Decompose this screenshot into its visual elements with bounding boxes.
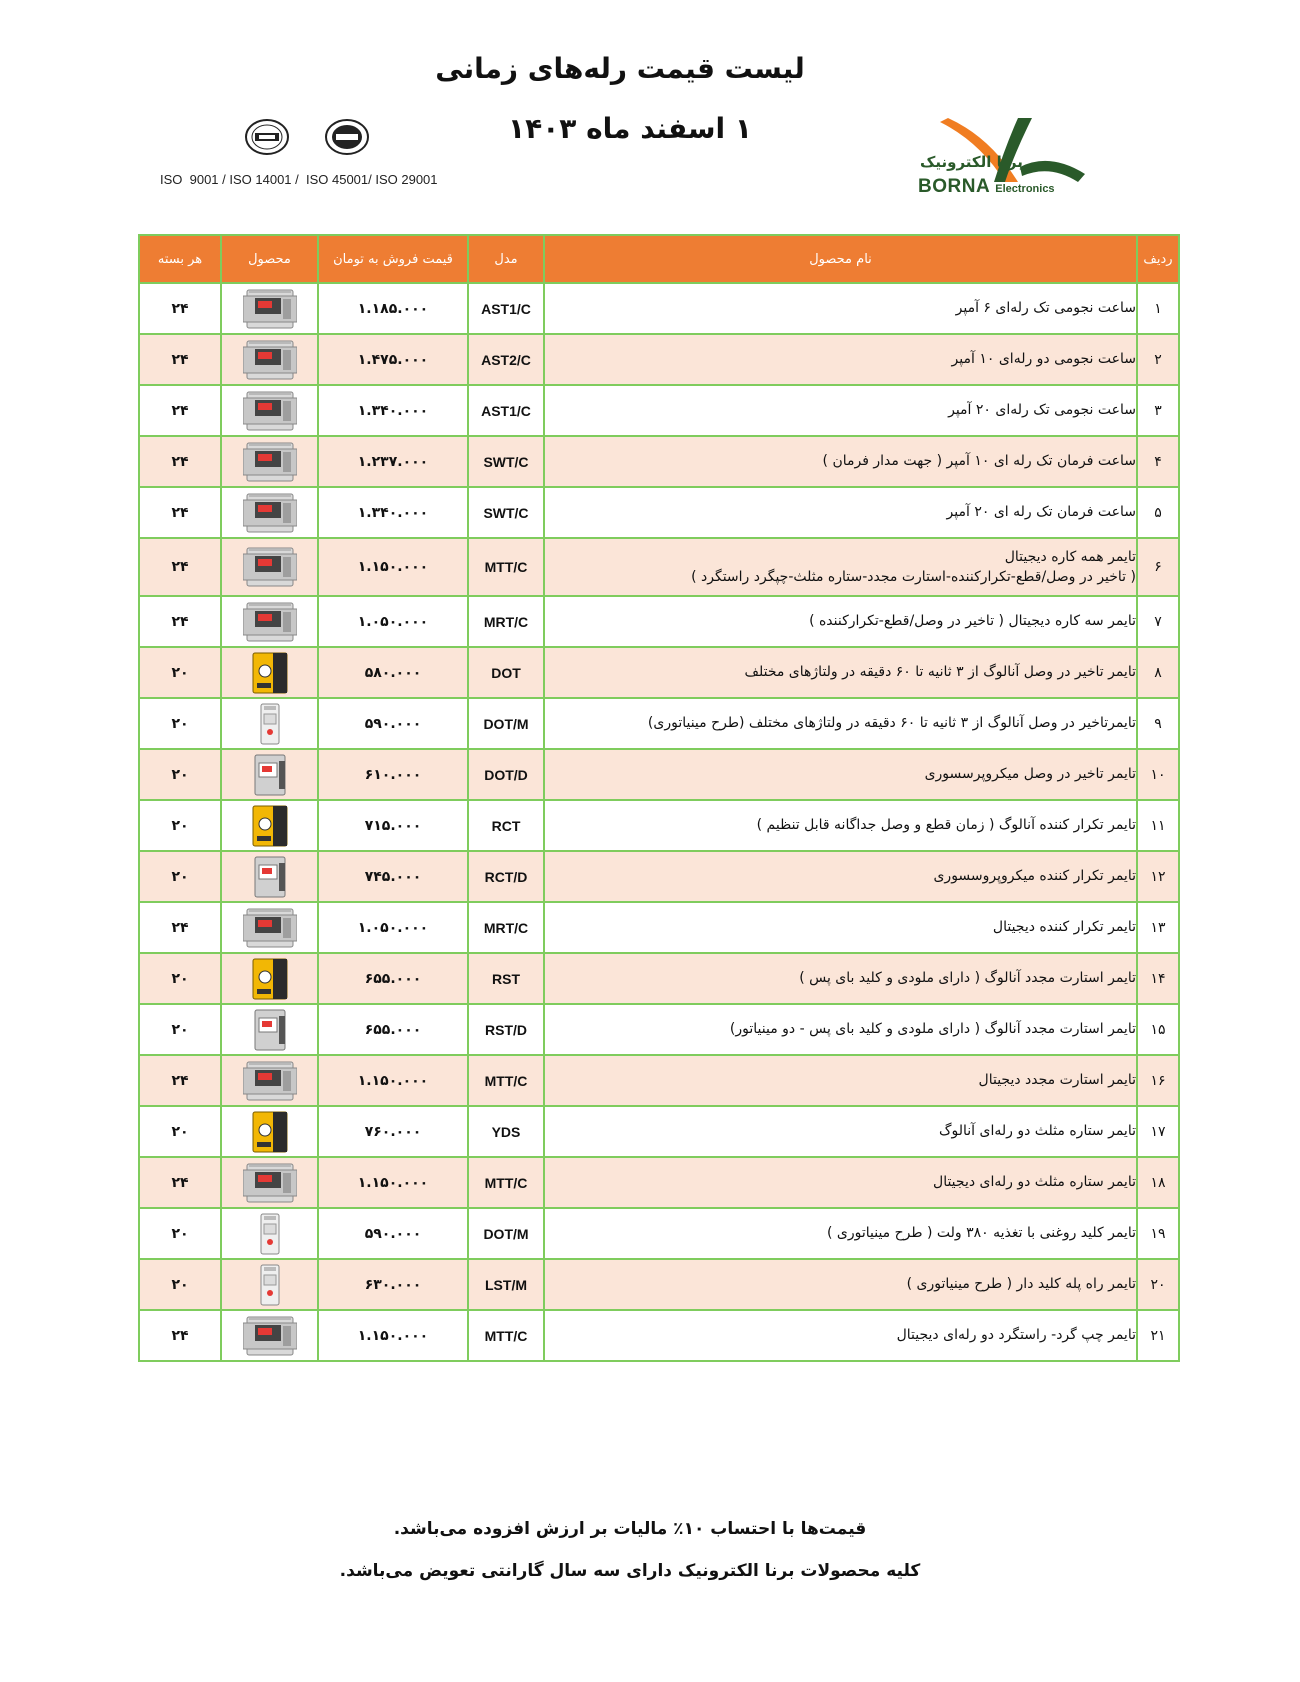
row-product-image xyxy=(221,647,318,698)
product-name-line: تایمر ستاره مثلث دو رله‌ای آنالوگ xyxy=(938,1123,1136,1140)
row-index: ۱۶ xyxy=(1137,1055,1179,1106)
product-thumbnail-icon xyxy=(243,957,297,1001)
row-model: DOT xyxy=(468,647,544,698)
col-model-header: مدل xyxy=(468,235,544,283)
row-product-name xyxy=(544,1259,1137,1310)
row-product-name xyxy=(544,698,1137,749)
product-name-line: تایمر تکرار کننده آنالوگ ( زمان قطع و وصل جداگانه قابل تنظیم ) xyxy=(756,817,1136,834)
product-thumbnail-icon xyxy=(243,1161,297,1205)
row-index: ۱۵ xyxy=(1137,1004,1179,1055)
row-product-image xyxy=(221,1055,318,1106)
product-name-line: تایمر کلید روغنی با تغذیه ۳۸۰ ولت ( طرح مینیاتوری ) xyxy=(826,1225,1136,1242)
row-pack-qty: ۲۴ xyxy=(139,334,221,385)
row-price: ۷۴۵.۰۰۰ xyxy=(318,851,468,902)
row-price: ۱.۱۸۵.۰۰۰ xyxy=(318,283,468,334)
row-pack-qty: ۲۴ xyxy=(139,283,221,334)
row-model: DOT/M xyxy=(468,698,544,749)
row-pack-qty: ۲۰ xyxy=(139,1004,221,1055)
product-name-line: تایمر استارت مجدد دیجیتال xyxy=(978,1072,1136,1089)
row-pack-qty: ۲۴ xyxy=(139,487,221,538)
row-pack-qty: ۲۰ xyxy=(139,1106,221,1157)
row-price: ۶۵۵.۰۰۰ xyxy=(318,1004,468,1055)
row-index: ۱۹ xyxy=(1137,1208,1179,1259)
row-pack-qty: ۲۰ xyxy=(139,749,221,800)
row-product-image xyxy=(221,1106,318,1157)
row-product-name xyxy=(544,538,1137,596)
page-date: ۱ اسفند ماه ۱۴۰۳ xyxy=(508,112,752,145)
row-product-name xyxy=(544,283,1137,334)
logo-suffix: Electronics xyxy=(995,183,1055,195)
product-thumbnail-icon xyxy=(243,389,297,433)
row-index: ۷ xyxy=(1137,596,1179,647)
product-name-line: تایمر ستاره مثلث دو رله‌ای دیجیتال xyxy=(933,1174,1136,1191)
row-model: LST/M xyxy=(468,1259,544,1310)
row-product-image xyxy=(221,436,318,487)
row-model: RCT/D xyxy=(468,851,544,902)
row-index: ۱۲ xyxy=(1137,851,1179,902)
product-thumbnail-icon xyxy=(243,1110,297,1154)
product-name-line: ساعت فرمان تک رله ای ۲۰ آمپر xyxy=(946,504,1136,521)
row-index: ۲۱ xyxy=(1137,1310,1179,1361)
row-index: ۴ xyxy=(1137,436,1179,487)
row-product-name xyxy=(544,436,1137,487)
product-name-line: تایمر استارت مجدد آنالوگ ( دارای ملودی و کلید بای پس - دو مینیاتور) xyxy=(729,1021,1136,1038)
row-pack-qty: ۲۰ xyxy=(139,698,221,749)
table-row xyxy=(139,1157,1179,1208)
price-table xyxy=(138,234,1180,1362)
table-row xyxy=(139,538,1179,596)
table-row xyxy=(139,596,1179,647)
row-product-image xyxy=(221,385,318,436)
table-row xyxy=(139,1208,1179,1259)
col-pack-header: هر بسته xyxy=(139,235,221,283)
row-model: SWT/C xyxy=(468,487,544,538)
product-name-line: تایمر تکرار کننده دیجیتال xyxy=(992,919,1136,936)
row-index: ۱۸ xyxy=(1137,1157,1179,1208)
row-index: ۲ xyxy=(1137,334,1179,385)
row-product-name xyxy=(544,1157,1137,1208)
product-name-line: ساعت فرمان تک رله ای ۱۰ آمپر ( جهت مدار فرمان ) xyxy=(822,453,1136,470)
table-row xyxy=(139,385,1179,436)
page-title: لیست قیمت رله‌های زمانی xyxy=(435,52,805,85)
row-index: ۳ xyxy=(1137,385,1179,436)
row-index: ۲۰ xyxy=(1137,1259,1179,1310)
table-row xyxy=(139,953,1179,1004)
col-index-header: ردیف xyxy=(1137,235,1179,283)
row-model: AST1/C xyxy=(468,283,544,334)
row-product-name xyxy=(544,1055,1137,1106)
row-pack-qty: ۲۰ xyxy=(139,851,221,902)
row-pack-qty: ۲۴ xyxy=(139,385,221,436)
row-model: MRT/C xyxy=(468,596,544,647)
row-product-name xyxy=(544,1310,1137,1361)
product-thumbnail-icon xyxy=(243,651,297,695)
row-product-name xyxy=(544,487,1137,538)
row-product-image xyxy=(221,1208,318,1259)
row-model: YDS xyxy=(468,1106,544,1157)
product-name-line: تایمر استارت مجدد آنالوگ ( دارای ملودی و کلید بای پس ) xyxy=(799,970,1136,987)
row-index: ۱ xyxy=(1137,283,1179,334)
row-model: RST xyxy=(468,953,544,1004)
row-model: DOT/M xyxy=(468,1208,544,1259)
product-name-line: تایمر تکرار کننده میکروپروسسوری xyxy=(933,868,1136,885)
row-product-image xyxy=(221,1004,318,1055)
table-row xyxy=(139,698,1179,749)
table-row xyxy=(139,647,1179,698)
iqnet-cert-icon xyxy=(324,118,370,156)
row-pack-qty: ۲۴ xyxy=(139,902,221,953)
row-model: AST2/C xyxy=(468,334,544,385)
row-product-name xyxy=(544,902,1137,953)
product-thumbnail-icon xyxy=(243,1008,297,1052)
row-pack-qty: ۲۰ xyxy=(139,1259,221,1310)
row-price: ۱.۱۵۰.۰۰۰ xyxy=(318,1157,468,1208)
logo-persian-name: برنا الکترونیک xyxy=(920,153,1023,171)
row-pack-qty: ۲۴ xyxy=(139,1055,221,1106)
row-product-name xyxy=(544,1004,1137,1055)
row-product-name xyxy=(544,385,1137,436)
row-pack-qty: ۲۴ xyxy=(139,1310,221,1361)
product-thumbnail-icon xyxy=(243,702,297,746)
product-thumbnail-icon xyxy=(243,1314,297,1358)
table-header-row xyxy=(139,235,1179,283)
table-body xyxy=(139,283,1179,1361)
row-model: SWT/C xyxy=(468,436,544,487)
table-row xyxy=(139,851,1179,902)
product-thumbnail-icon xyxy=(243,1263,297,1307)
table-row xyxy=(139,487,1179,538)
iso-standards: ISO 9001 / ISO 14001 / ISO 45001/ ISO 29001 xyxy=(160,172,438,187)
row-index: ۹ xyxy=(1137,698,1179,749)
row-price: ۱.۴۷۵.۰۰۰ xyxy=(318,334,468,385)
row-pack-qty: ۲۰ xyxy=(139,1208,221,1259)
row-price: ۱.۱۵۰.۰۰۰ xyxy=(318,1055,468,1106)
footer-tax-note: قیمت‌ها با احتساب ۱۰٪ مالیات بر ارزش افزوده می‌باشد. xyxy=(393,1519,867,1539)
product-name-line: تایمر سه کاره دیجیتال ( تاخیر در وصل/قطع-تکرارکننده ) xyxy=(809,613,1136,630)
table-row xyxy=(139,1259,1179,1310)
row-pack-qty: ۲۴ xyxy=(139,1157,221,1208)
row-product-name xyxy=(544,334,1137,385)
table-row xyxy=(139,800,1179,851)
row-pack-qty: ۲۴ xyxy=(139,596,221,647)
row-product-name xyxy=(544,1208,1137,1259)
row-model: RCT xyxy=(468,800,544,851)
row-index: ۱۰ xyxy=(1137,749,1179,800)
row-product-image xyxy=(221,283,318,334)
row-price: ۷۱۵.۰۰۰ xyxy=(318,800,468,851)
logo-english-name xyxy=(918,176,1055,198)
row-price: ۵۸۰.۰۰۰ xyxy=(318,647,468,698)
row-model: MTT/C xyxy=(468,538,544,596)
row-price: ۶۱۰.۰۰۰ xyxy=(318,749,468,800)
row-price: ۶۵۵.۰۰۰ xyxy=(318,953,468,1004)
table-row xyxy=(139,902,1179,953)
row-model: RST/D xyxy=(468,1004,544,1055)
table-row xyxy=(139,1055,1179,1106)
iqc-cert-icon xyxy=(244,118,290,156)
row-product-image xyxy=(221,1310,318,1361)
row-model: MTT/C xyxy=(468,1157,544,1208)
table-row xyxy=(139,1310,1179,1361)
product-thumbnail-icon xyxy=(243,1059,297,1103)
product-thumbnail-icon xyxy=(243,1212,297,1256)
row-product-name xyxy=(544,749,1137,800)
table-row xyxy=(139,749,1179,800)
row-price: ۵۹۰.۰۰۰ xyxy=(318,698,468,749)
row-pack-qty: ۲۴ xyxy=(139,538,221,596)
row-product-image xyxy=(221,851,318,902)
logo-brand: BORNA xyxy=(918,176,990,197)
row-product-image xyxy=(221,1259,318,1310)
product-name-line: ساعت نجومی دو رله‌ای ۱۰ آمپر xyxy=(951,351,1136,368)
product-name-line: تایمر تاخیر در وصل آنالوگ از ۳ ثانیه تا ۶۰ دقیقه در ولتاژهای مختلف xyxy=(744,664,1136,681)
row-index: ۸ xyxy=(1137,647,1179,698)
row-product-image xyxy=(221,596,318,647)
row-pack-qty: ۲۰ xyxy=(139,647,221,698)
product-thumbnail-icon xyxy=(243,491,297,535)
row-price: ۱.۱۵۰.۰۰۰ xyxy=(318,1310,468,1361)
row-product-image xyxy=(221,902,318,953)
product-thumbnail-icon xyxy=(243,440,297,484)
col-price-header: قیمت فروش به تومان xyxy=(318,235,468,283)
product-thumbnail-icon xyxy=(243,338,297,382)
row-product-image xyxy=(221,538,318,596)
table-row xyxy=(139,334,1179,385)
table-row xyxy=(139,1004,1179,1055)
product-name-line: ساعت نجومی تک رله‌ای ۲۰ آمپر xyxy=(948,402,1136,419)
row-product-name xyxy=(544,953,1137,1004)
row-product-image xyxy=(221,487,318,538)
row-product-name xyxy=(544,596,1137,647)
row-model: MRT/C xyxy=(468,902,544,953)
product-name-line: تایمر چپ گرد- راستگرد دو رله‌ای دیجیتال xyxy=(896,1327,1136,1344)
row-index: ۱۳ xyxy=(1137,902,1179,953)
row-model: MTT/C xyxy=(468,1055,544,1106)
row-price: ۱.۳۴۰.۰۰۰ xyxy=(318,487,468,538)
row-price: ۱.۳۴۰.۰۰۰ xyxy=(318,385,468,436)
product-thumbnail-icon xyxy=(243,600,297,644)
row-index: ۶ xyxy=(1137,538,1179,596)
product-thumbnail-icon xyxy=(243,753,297,797)
row-model: AST1/C xyxy=(468,385,544,436)
row-product-image xyxy=(221,953,318,1004)
row-pack-qty: ۲۰ xyxy=(139,953,221,1004)
table-row xyxy=(139,283,1179,334)
row-index: ۵ xyxy=(1137,487,1179,538)
row-model: MTT/C xyxy=(468,1310,544,1361)
row-product-name xyxy=(544,1106,1137,1157)
row-pack-qty: ۲۴ xyxy=(139,436,221,487)
product-name-line: ساعت نجومی تک رله‌ای ۶ آمپر xyxy=(955,300,1136,317)
product-thumbnail-icon xyxy=(243,545,297,589)
row-product-name xyxy=(544,851,1137,902)
row-product-image xyxy=(221,698,318,749)
row-product-image xyxy=(221,1157,318,1208)
product-thumbnail-icon xyxy=(243,906,297,950)
row-index: ۱۱ xyxy=(1137,800,1179,851)
row-index: ۱۴ xyxy=(1137,953,1179,1004)
row-product-name xyxy=(544,647,1137,698)
row-index: ۱۷ xyxy=(1137,1106,1179,1157)
product-thumbnail-icon xyxy=(243,287,297,331)
table-row xyxy=(139,436,1179,487)
row-model: DOT/D xyxy=(468,749,544,800)
product-name-line: تایمر همه کاره دیجیتال xyxy=(1004,548,1136,565)
col-name-header: نام محصول xyxy=(544,235,1137,283)
row-price: ۷۶۰.۰۰۰ xyxy=(318,1106,468,1157)
row-pack-qty: ۲۰ xyxy=(139,800,221,851)
row-price: ۱.۰۵۰.۰۰۰ xyxy=(318,596,468,647)
product-name-detail: ( تاخیر در وصل/قطع-تکرارکننده-استارت مجدد-ستاره مثلث-چپگرد راستگرد ) xyxy=(691,569,1136,585)
col-product-header: محصول xyxy=(221,235,318,283)
footer-warranty-note: کلیه محصولات برنا الکترونیک دارای سه سال گارانتی تعویض می‌باشد. xyxy=(339,1561,921,1581)
row-product-image xyxy=(221,334,318,385)
row-price: ۱.۱۵۰.۰۰۰ xyxy=(318,538,468,596)
row-product-name xyxy=(544,800,1137,851)
row-product-image xyxy=(221,800,318,851)
product-thumbnail-icon xyxy=(243,804,297,848)
product-name-line: تایمر تاخیر در وصل میکروپرسسوری xyxy=(924,766,1136,783)
row-price: ۱.۲۳۷.۰۰۰ xyxy=(318,436,468,487)
product-name-line: تایمرتاخیر در وصل آنالوگ از ۳ ثانیه تا ۶۰ دقیقه در ولتاژهای مختلف (طرح مینیاتوری) xyxy=(647,715,1136,732)
product-thumbnail-icon xyxy=(243,855,297,899)
table-row xyxy=(139,1106,1179,1157)
row-price: ۶۳۰.۰۰۰ xyxy=(318,1259,468,1310)
row-product-image xyxy=(221,749,318,800)
product-name-line: تایمر راه پله کلید دار ( طرح مینیاتوری ) xyxy=(906,1276,1136,1293)
row-price: ۵۹۰.۰۰۰ xyxy=(318,1208,468,1259)
row-price: ۱.۰۵۰.۰۰۰ xyxy=(318,902,468,953)
